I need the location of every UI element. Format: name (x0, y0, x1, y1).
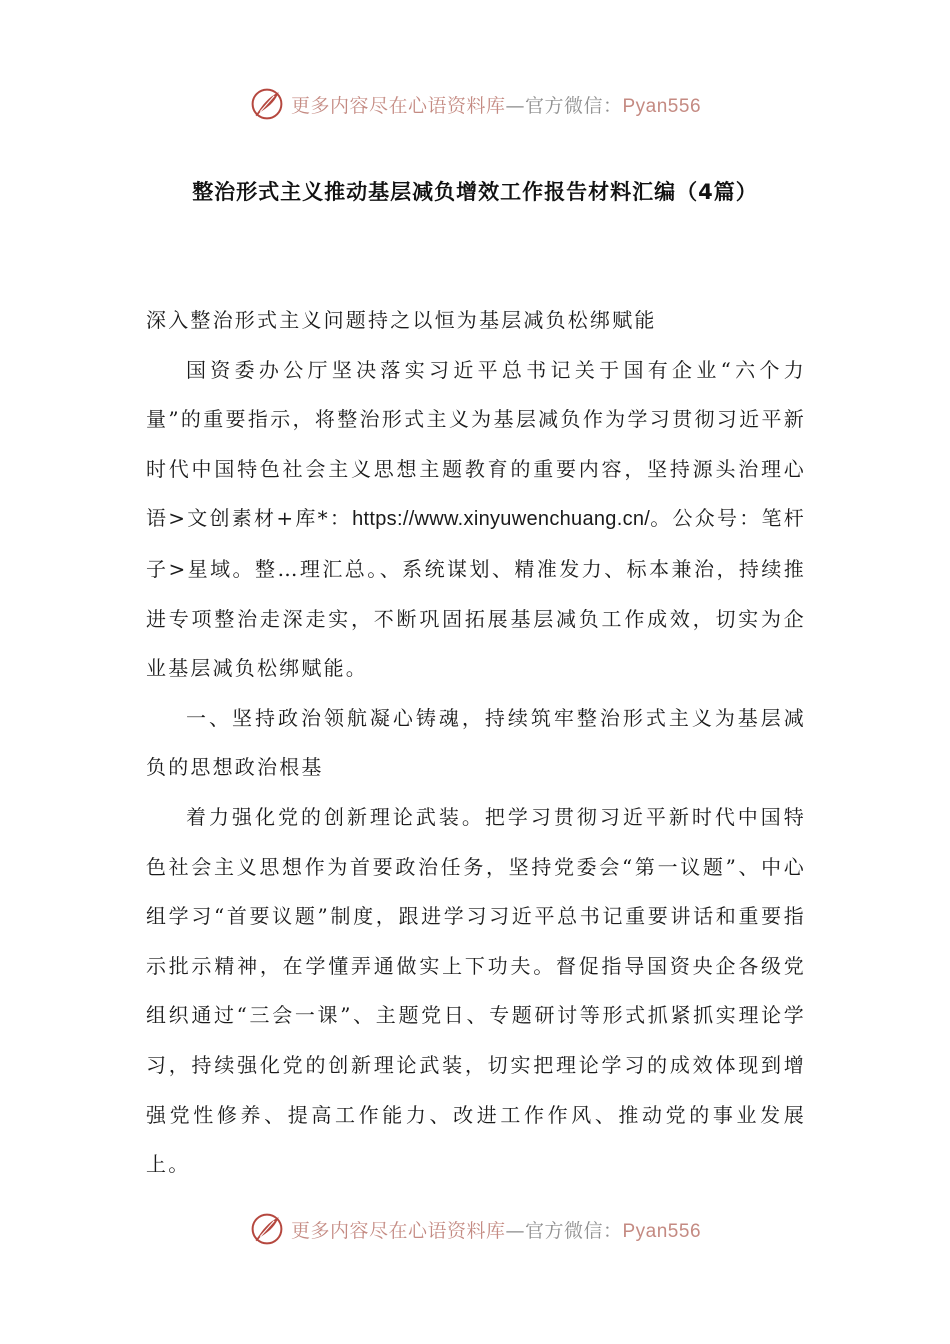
article-body (146, 296, 806, 1190)
banner-text (291, 1216, 701, 1243)
banner-dash: — (505, 1219, 525, 1242)
paragraph-theory: 着力强化党的创新理论武装。把学习贯彻习近平新时代中国特色社会主义思想作为首要政治任务，坚持党委会“第一议题”、中心组学习“首要议题”制度，跟进学习习近平总书记重要讲话和重要指示批示精神，在学懂弄通做实上下功夫。督促指导国资央企各级党组织通过“三会一课”、主题党日、专题研讨等形式抓紧抓实理论学习，持续强化党的创新理论武装，切实把理论学习的成效体现到增强党性修养、提高工作能力、改进工作作风、推动党的事业发展上。 (146, 804, 806, 1177)
banner-account: Pyan556 (622, 1220, 702, 1242)
banner-text (291, 91, 701, 118)
paragraph-intro (146, 346, 806, 694)
article-heading: 深入整治形式主义问题持之以恒为基层减负松绑赋能 (146, 308, 657, 332)
banner-label: 官方微信： (524, 1219, 623, 1242)
paragraph-intro-part1: 国资委办公厅坚决落实习近平总书记关于国有企业“六个力量”的重要指示，将整治形式主义为基层减负作为学习贯彻习近平新时代中国特色社会主义思想主题教育的重要内容，坚持源头治理心语>文创素材+库*： (146, 357, 806, 531)
header-banner (0, 82, 950, 126)
quill-logo-icon (249, 86, 285, 122)
quill-logo-icon (249, 1211, 285, 1247)
banner-prefix: 更多内容尽在心语资料库 (290, 94, 506, 117)
banner-dash: — (505, 94, 525, 117)
section-heading-1: 一、坚持政治领航凝心铸魂，持续筑牢整治形式主义为基层减负的思想政治根基 (146, 705, 806, 780)
footer-banner (0, 1207, 950, 1251)
banner-prefix: 更多内容尽在心语资料库 (290, 1219, 506, 1242)
banner-label: 官方微信： (524, 94, 623, 117)
banner-account: Pyan556 (622, 95, 702, 117)
document-title: 整治形式主义推动基层减负增效工作报告材料汇编（4篇） (192, 180, 758, 204)
source-url-link[interactable]: https://www.xinyuwenchuang.cn/ (352, 508, 651, 531)
paragraph-intro-part2: 。公众号：笔杆子>星域。整…理汇总。、系统谋划、精准发力、标本兼治，持续推进专项整治走深走实，不断巩固拓展基层减负工作成效，切实为企业基层减负松绑赋能。 (146, 506, 806, 681)
